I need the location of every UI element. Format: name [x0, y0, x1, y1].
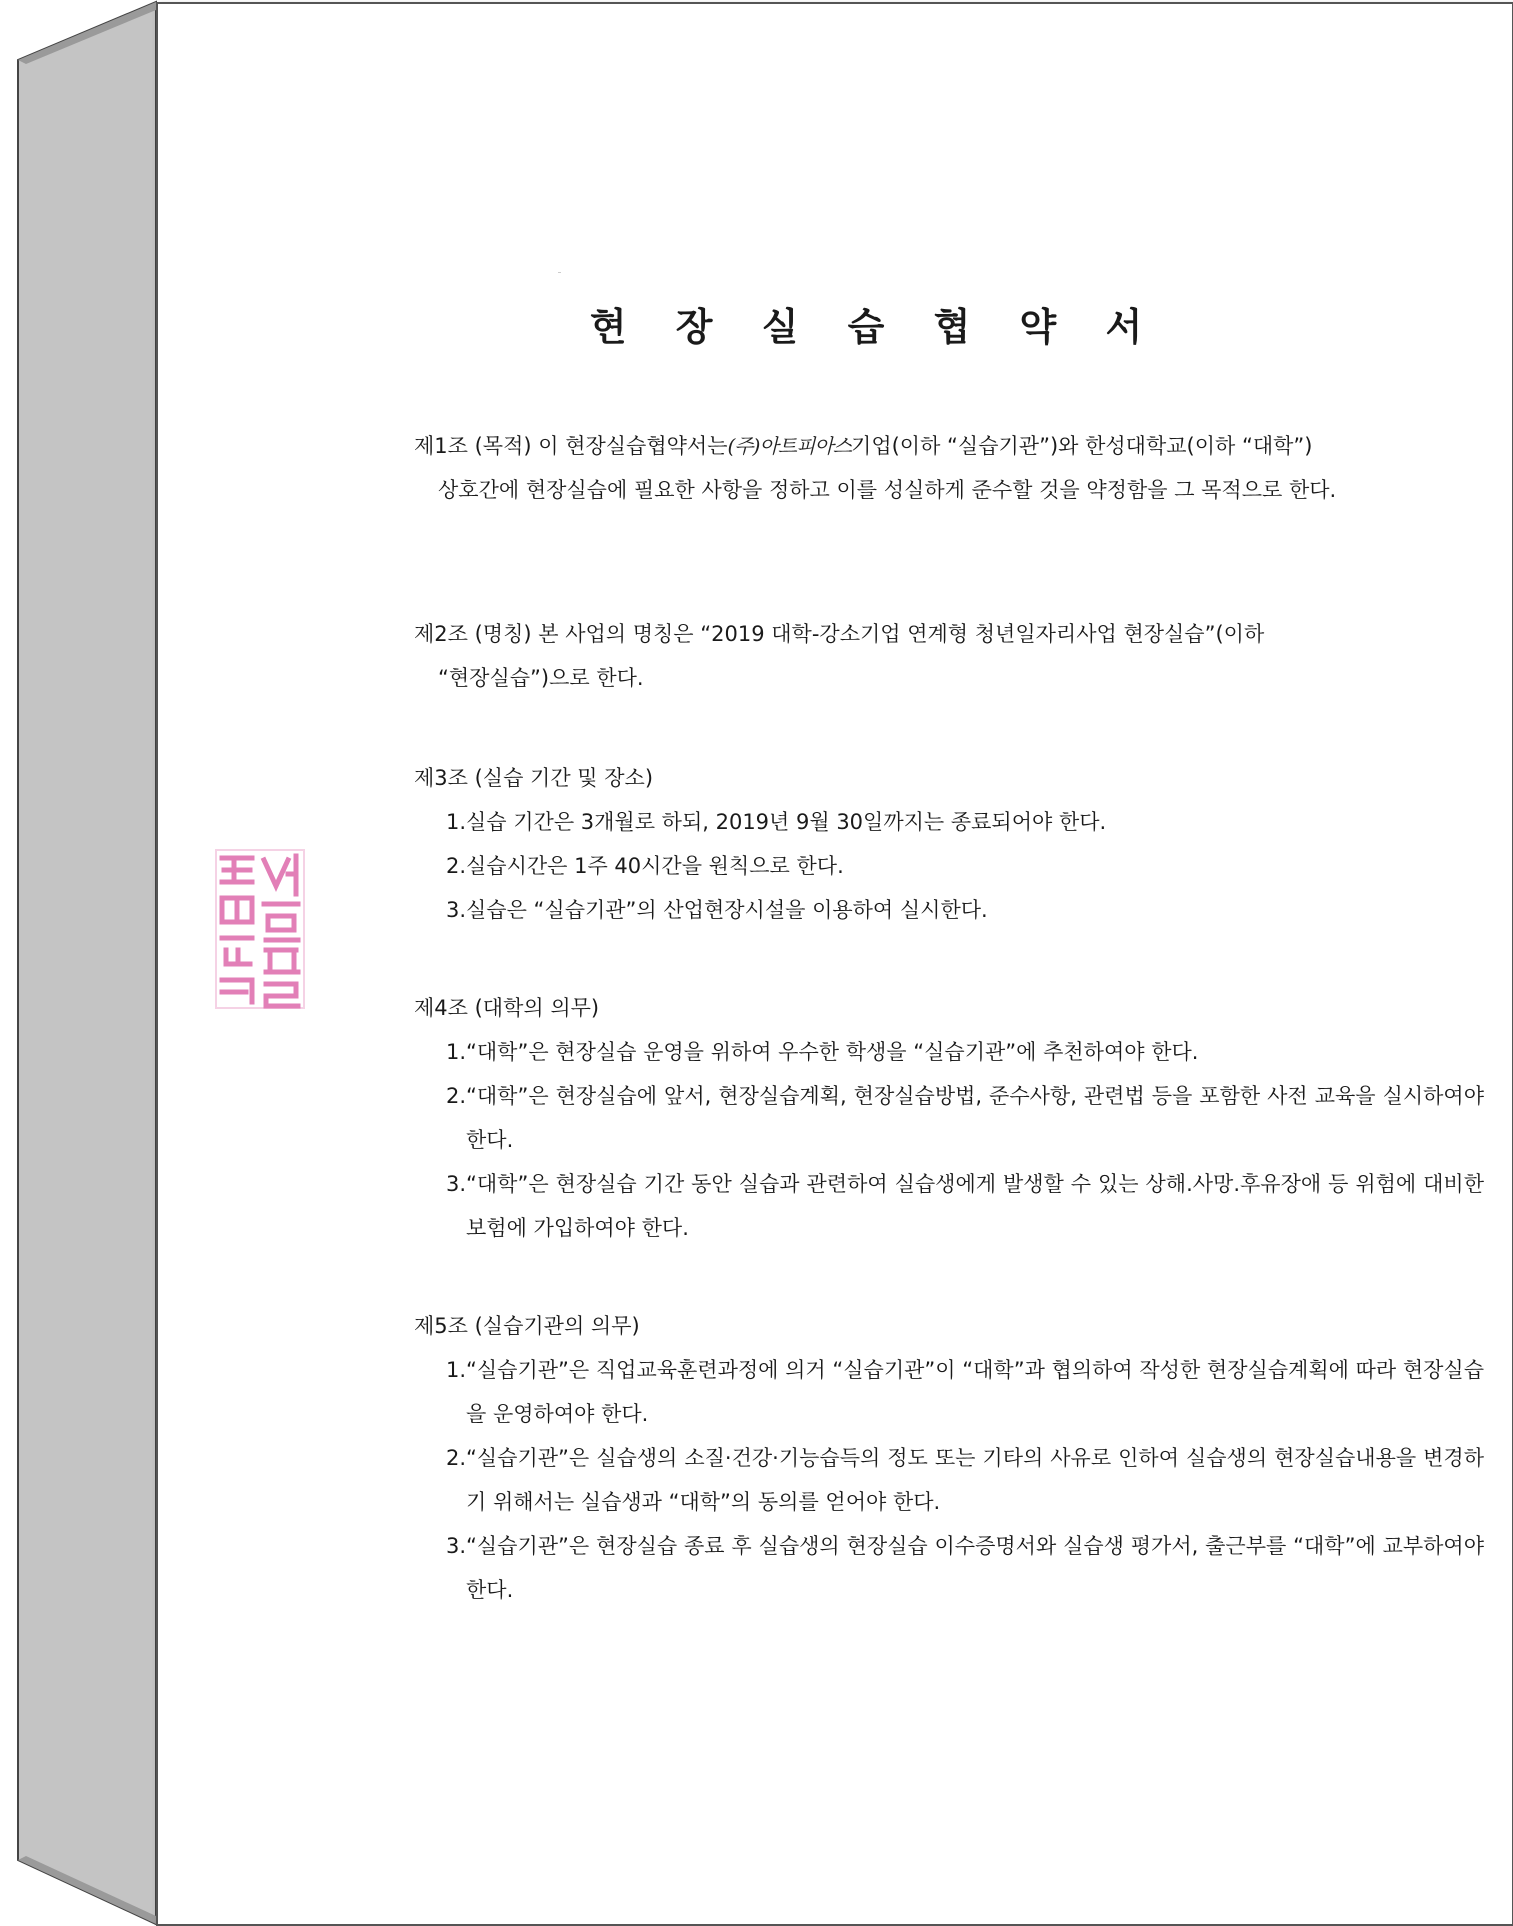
university-seal-stamp	[212, 846, 308, 1012]
item-number: 3.	[445, 1534, 466, 1558]
list-item	[414, 800, 1484, 844]
article-4	[414, 986, 1484, 1250]
document-title: 현 장 실 습 협 약 서	[589, 305, 1161, 349]
article-3-list	[414, 800, 1484, 932]
article-1-heading-post: 기업(이하 “실습기관”)와 한성대학교(이하 “대학”)	[851, 434, 1313, 458]
item-number: 1.	[445, 1358, 466, 1382]
article-5-list	[414, 1348, 1484, 1612]
article-1-heading-pre: 제1조 (목적) 이 현장실습협약서는	[414, 434, 728, 458]
article-5	[414, 1304, 1484, 1612]
item-number: 3.	[445, 898, 466, 922]
list-item	[414, 888, 1484, 932]
article-2-heading: 제2조 (명칭) 본 사업의 명칭은 “2019 대학-강소기업 연계형 청년일자리사업 현장실습”(이하	[414, 622, 1265, 646]
item-number: 2.	[445, 1084, 466, 1108]
list-item	[414, 1348, 1484, 1436]
article-4-heading: 제4조 (대학의 의무)	[414, 996, 600, 1020]
list-item	[414, 1436, 1484, 1524]
book-spine-edge	[0, 0, 160, 1926]
item-text: “실습기관”은 현장실습 종료 후 실습생의 현장실습 이수증명서와 실습생 평가서, 출근부를 “대학”에 교부하여야 한다.	[466, 1534, 1484, 1602]
item-text: “대학”은 현장실습 운영을 위하여 우수한 학생을 “실습기관”에 추천하여야 한다.	[466, 1040, 1199, 1064]
item-text: “실습기관”은 실습생의 소질·건강·기능습득의 정도 또는 기타의 사유로 인하여 실습생의 현장실습내용을 변경하기 위해서는 실습생과 “대학”의 동의를 얻어야 한다.	[466, 1446, 1484, 1514]
list-item	[414, 1074, 1484, 1162]
item-number: 2.	[445, 1446, 466, 1470]
item-text: 실습은 “실습기관”의 산업현장시설을 이용하여 실시한다.	[466, 898, 988, 922]
item-number: 3.	[445, 1172, 466, 1196]
document-page	[156, 2, 1513, 1926]
article-1-heading	[414, 424, 1484, 468]
article-3-heading: 제3조 (실습 기간 및 장소)	[414, 766, 654, 790]
list-item	[414, 1524, 1484, 1612]
article-1	[414, 424, 1484, 512]
article-5-heading: 제5조 (실습기관의 의무)	[414, 1314, 640, 1338]
item-text: “대학”은 현장실습 기간 동안 실습과 관련하여 실습생에게 발생할 수 있는 상해.사망.후유장애 등 위험에 대비한 보험에 가입하여야 한다.	[466, 1172, 1484, 1240]
article-3	[414, 756, 1484, 932]
article-2	[414, 612, 1484, 700]
list-item	[414, 844, 1484, 888]
item-number: 1.	[445, 1040, 466, 1064]
item-text: 실습시간은 1주 40시간을 원칙으로 한다.	[466, 854, 844, 878]
article-1-body: 상호간에 현장실습에 필요한 사항을 정하고 이를 성실하게 준수할 것을 약정함을 그 목적으로 한다.	[438, 478, 1337, 502]
scan-speck	[558, 272, 561, 273]
item-text: “실습기관”은 직업교육훈련과정에 의거 “실습기관”이 “대학”과 협의하여 작성한 현장실습계획에 따라 현장실습을 운영하여야 한다.	[466, 1358, 1484, 1426]
list-item	[414, 1162, 1484, 1250]
item-number: 1.	[445, 810, 466, 834]
item-text: “대학”은 현장실습에 앞서, 현장실습계획, 현장실습방법, 준수사항, 관련법 등을 포함한 사전 교육을 실시하여야 한다.	[466, 1084, 1484, 1152]
article-2-body: “현장실습”)으로 한다.	[438, 666, 644, 690]
handwritten-company-name: (주)아트피아스	[727, 434, 852, 458]
item-text: 실습 기간은 3개월로 하되, 2019년 9월 30일까지는 종료되어야 한다.	[466, 810, 1107, 834]
article-4-list	[414, 1030, 1484, 1250]
list-item	[414, 1030, 1484, 1074]
item-number: 2.	[445, 854, 466, 878]
